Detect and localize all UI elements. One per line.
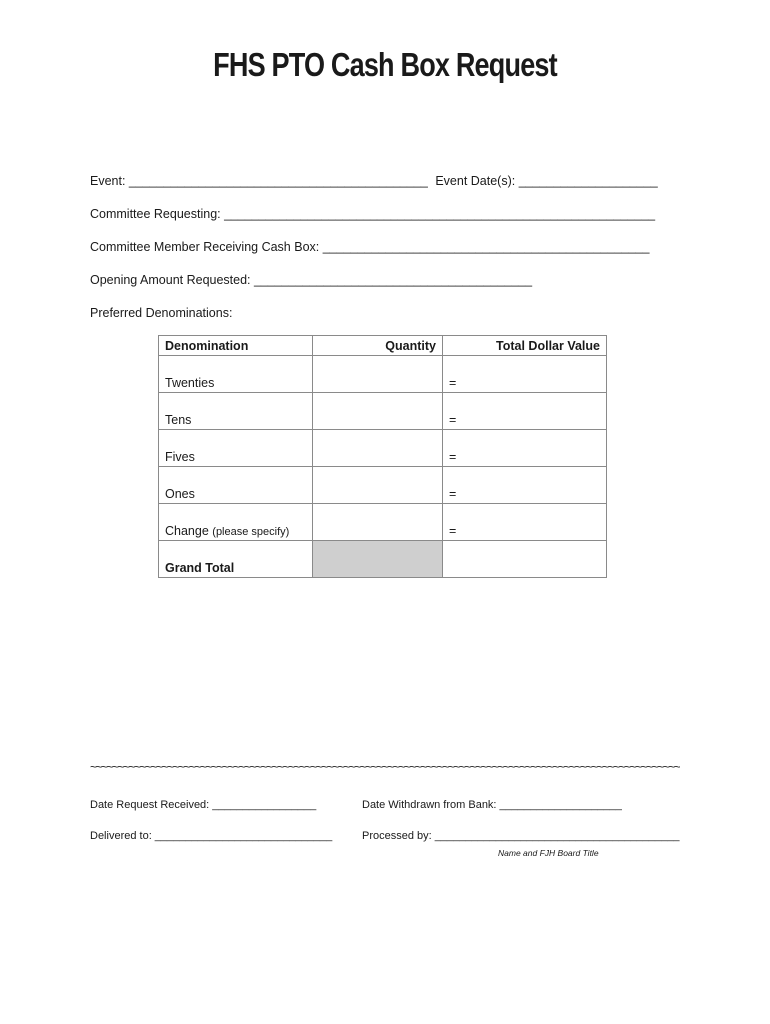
table-row	[159, 430, 607, 467]
table-row	[159, 467, 607, 504]
quantity-cell	[313, 356, 443, 393]
quantity-cell	[313, 504, 443, 541]
total-cell: =	[443, 393, 607, 430]
row-label: Twenties	[159, 356, 313, 393]
quantity-cell	[313, 430, 443, 467]
grand-total-row	[159, 541, 607, 578]
row-label: Tens	[159, 393, 313, 430]
table-row	[159, 393, 607, 430]
opening-amount-field: Opening Amount Requested: ________________________________________	[90, 273, 533, 287]
date-received-field: Date Request Received: _________________	[90, 799, 317, 811]
event-dates-label: Event Date(s): ____________________	[435, 174, 658, 188]
change-note: (please specify)	[212, 526, 290, 538]
event-field	[90, 174, 658, 188]
total-cell: =	[443, 430, 607, 467]
quantity-cell	[313, 393, 443, 430]
divider: ~~~~~~~~~~~~~~~~~~~~~~~~~~~~~~~~~~~~~~~~~~~~~~~~~~~~~~~~~~~~~~~~~~~~~~~~~~~~~~~~~~~~~~~~~~~~~~~~~~~~~~~~~~~	[90, 760, 680, 774]
table-header-row	[159, 336, 607, 356]
header-total-value: Total Dollar Value	[443, 336, 607, 356]
row-label: Ones	[159, 467, 313, 504]
grand-total-shaded-cell	[313, 541, 443, 578]
quantity-cell	[313, 467, 443, 504]
grand-total-label: Grand Total	[159, 541, 313, 578]
row-label: Fives	[159, 430, 313, 467]
grand-total-value-cell	[443, 541, 607, 578]
table-row	[159, 504, 607, 541]
change-label: Change	[165, 524, 209, 538]
total-cell: =	[443, 356, 607, 393]
header-denomination: Denomination	[159, 336, 313, 356]
denomination-table	[158, 335, 607, 578]
delivered-to-field: Delivered to: _____________________________	[90, 830, 333, 842]
board-title-caption: Name and FJH Board Title	[498, 848, 599, 858]
header-quantity: Quantity	[313, 336, 443, 356]
row-label-change	[159, 504, 313, 541]
table-row	[159, 356, 607, 393]
date-withdrawn-field: Date Withdrawn from Bank: ____________________	[362, 799, 622, 811]
committee-field: Committee Requesting: ______________________________________________________________	[90, 207, 656, 221]
total-cell: =	[443, 467, 607, 504]
page-title: FHS PTO Cash Box Request	[213, 46, 557, 83]
member-field: Committee Member Receiving Cash Box: _______________________________________________	[90, 240, 650, 254]
total-cell: =	[443, 504, 607, 541]
event-label: Event: ___________________________________________	[90, 174, 428, 188]
preferred-denominations-label: Preferred Denominations:	[90, 306, 233, 320]
processed-by-field: Processed by: ________________________________________	[362, 830, 680, 842]
